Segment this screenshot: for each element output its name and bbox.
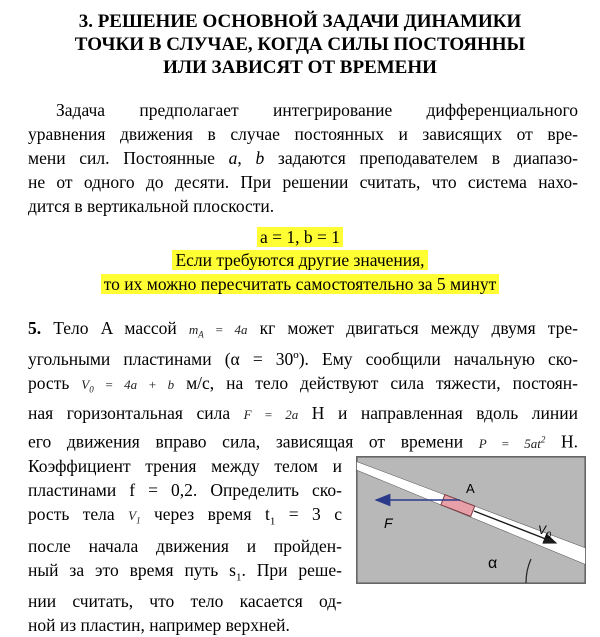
lower-line-7: ной из пластин, например верхней. xyxy=(28,615,290,635)
highlight-line-3: то их можно пересчитать самостоятельно за 5 минут xyxy=(0,273,600,296)
intro-line-3: мени сил. Постоянные a, b задаются преподавателем в диапазо- xyxy=(28,148,579,168)
lower-line-3: рость тела $V_1$ через время $t_1 = 3$ с xyxy=(28,504,342,528)
problem-paragraph xyxy=(28,316,578,456)
label-a: A xyxy=(466,481,475,496)
incline-figure xyxy=(356,456,586,584)
problem-line-5: его движения вправо сила, зависящая от времени $P = 5at^2$ Н. xyxy=(28,431,579,452)
intro-line-4: не от одного до десяти. При решении считать, что система нахо- xyxy=(28,172,578,192)
lower-line-5: ный за это время путь $s_1$. При реше- xyxy=(28,559,343,583)
lower-line-1: Коэффициент трения между телом и xyxy=(28,456,342,476)
problem-line-2: угольными пластинами (α = 30º). Ему сообщили начальную ско- xyxy=(28,348,578,369)
problem-line-3: рость $V_0 = 4a + b$ м/с, на тело действуют сила тяжести, постоян- xyxy=(28,372,578,395)
intro-paragraph xyxy=(28,98,578,218)
section-title xyxy=(0,10,600,79)
highlight-values: a = 1, b = 1 xyxy=(0,226,600,249)
intro-line-2: уравнения движения в случае постоянных и зависящих от вре- xyxy=(28,124,578,144)
highlight-line-2: Если требуются другие значения, xyxy=(0,249,600,272)
lower-line-6: нии считать, что тело касается од- xyxy=(28,591,342,611)
title-line-1: 3. РЕШЕНИЕ ОСНОВНОЙ ЗАДАЧИ ДИНАМИКИ xyxy=(78,11,522,32)
title-line-2: ТОЧКИ В СЛУЧАЕ, КОГДА СИЛЫ ПОСТОЯННЫ xyxy=(74,34,526,55)
problem-line-4: ная горизонтальная сила F = 2a Н и направленная вдоль линии xyxy=(28,403,578,424)
label-v0: $V_0$ xyxy=(538,523,552,540)
lower-line-4: после начала движения и пройден- xyxy=(28,535,342,556)
problem-continuation xyxy=(28,454,342,637)
intro-line-5: дится в вертикальной плоскости. xyxy=(28,196,275,216)
lower-line-2: пластинами f = 0,2. Определить ско- xyxy=(28,480,342,500)
intro-line-1: Задача предполагает интегрирование дифференциального xyxy=(56,100,578,120)
problem-line-1: 5. Тело A массой $m_A = 4a$ кг может двигаться между двумя тре- xyxy=(28,318,578,340)
title-line-3: ИЛИ ЗАВИСЯТ ОТ ВРЕМЕНИ xyxy=(163,57,437,78)
label-f: F xyxy=(384,515,393,531)
label-alpha: α xyxy=(488,555,498,572)
